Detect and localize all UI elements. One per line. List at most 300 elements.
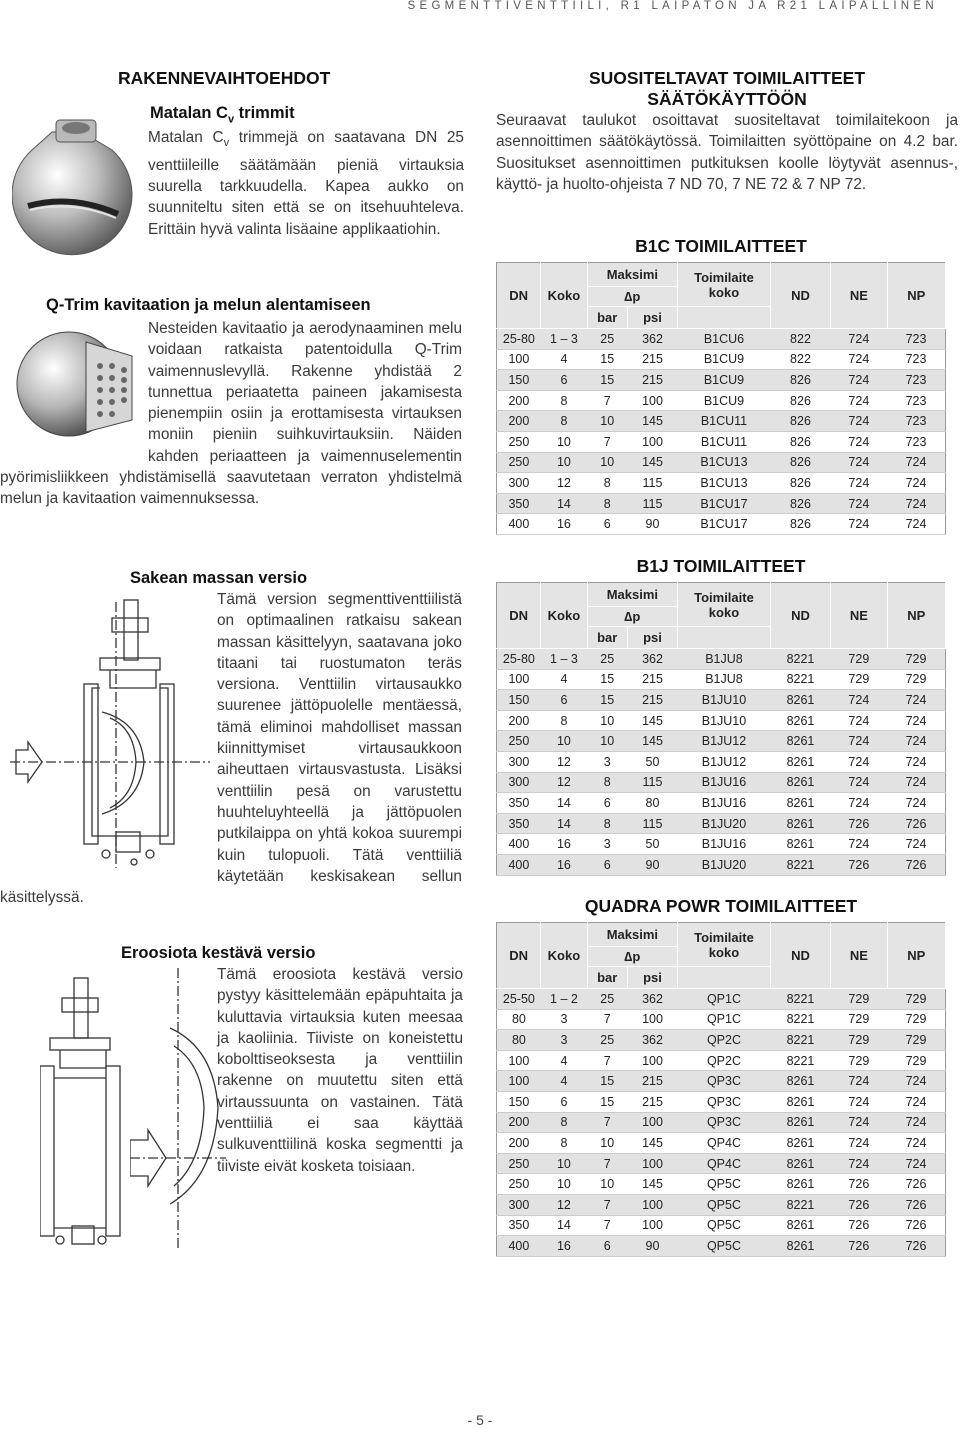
table-cell: 724	[831, 1133, 887, 1154]
table-cell: 724	[831, 493, 887, 514]
table-cell: 7	[587, 431, 627, 452]
table-cell: 16	[541, 834, 587, 855]
segment-ball-illustration	[12, 110, 138, 260]
col-header-koko: Koko	[541, 263, 587, 329]
low-cv-section	[148, 104, 464, 240]
table-cell: 6	[587, 854, 627, 875]
quadra-powr-actuator-table	[496, 922, 946, 1257]
table-cell: 726	[831, 1236, 887, 1257]
table-cell: 400	[497, 1236, 541, 1257]
table-cell: 100	[627, 1050, 677, 1071]
table-cell: 726	[831, 1194, 887, 1215]
table-cell: 8	[587, 813, 627, 834]
b1c-actuator-table	[496, 262, 946, 535]
table-cell: 826	[770, 493, 830, 514]
col-header-np: NP	[887, 583, 945, 649]
table-cell: 145	[627, 452, 677, 473]
table-cell: 250	[497, 431, 541, 452]
erosion-resistant-paragraph: Tämä eroosiota kestävä versio pystyy käsittelemään epäpuhtaita ja kuluttavia virtauksia kuten meesaa ja kaoliinia. Tiiviste on koneistettu kobolttiseoksesta ja venttiilin rakenne on muutettu siten että virtaussuunta on vastainen. Tätä venttiiliä ei saa käyttää sulkuventtiilinä koska segmentti ja tiiviste eivät kosketa toisiaan.	[217, 966, 463, 1175]
table-cell: 8261	[770, 1112, 830, 1133]
table-cell: 724	[887, 793, 945, 814]
table-cell: 8221	[770, 1194, 830, 1215]
recommended-actuators-intro: Seuraavat taulukot osoittavat suositeltavat toimilaitekoon ja asennoittimen säätökäytössä. Toimilaitten syöttöpaine on 4.2 bar. Suositukset asennoittimen putkituksen koolle löytyvät asennus-, käyttö- ja huolto-ohjeista 7 ND 70, 7 NE 72 & 7 NP 72.	[496, 112, 958, 193]
table-cell: 8	[541, 411, 587, 432]
col-header-maksimi: Maksimi	[587, 583, 678, 607]
col-header-psi: psi	[627, 307, 677, 329]
col-header-dn: DN	[497, 583, 541, 649]
table-cell: 100	[627, 1215, 677, 1236]
table-cell: QP1C	[678, 989, 771, 1010]
table-cell: 90	[627, 854, 677, 875]
table-cell: 724	[887, 834, 945, 855]
table-cell: 12	[541, 473, 587, 494]
table-cell: 826	[770, 411, 830, 432]
table-cell: 724	[887, 514, 945, 535]
table-cell: 215	[627, 1091, 677, 1112]
table-cell: 6	[587, 514, 627, 535]
table-cell: 362	[627, 649, 677, 670]
table-cell: 15	[587, 370, 627, 391]
col-header-np: NP	[887, 923, 945, 989]
table-cell: 724	[831, 710, 887, 731]
table-cell: 7	[587, 1009, 627, 1030]
table-cell: 15	[587, 669, 627, 690]
table-row	[497, 751, 946, 772]
col-header-nd: ND	[770, 263, 830, 329]
table-row	[497, 473, 946, 494]
col-header-bar: bar	[587, 627, 627, 649]
table-cell: 822	[770, 329, 830, 350]
table-cell: 8221	[770, 989, 830, 1010]
table-cell: B1JU16	[678, 834, 771, 855]
table-cell: 25-80	[497, 649, 541, 670]
table-cell: B1CU13	[678, 452, 771, 473]
table-cell: 8221	[770, 1030, 830, 1051]
table-cell: 215	[627, 690, 677, 711]
table-row	[497, 514, 946, 535]
table-cell: 723	[887, 390, 945, 411]
col-header-dp: ∆p	[587, 287, 678, 307]
table-cell: 724	[887, 473, 945, 494]
table-cell: 726	[887, 1236, 945, 1257]
table-cell: 25-50	[497, 989, 541, 1010]
table-cell: 729	[831, 1030, 887, 1051]
table-cell: 8	[541, 710, 587, 731]
b1j-table-title: B1J TOIMILAITTEET	[636, 556, 806, 576]
table-cell: 724	[831, 452, 887, 473]
table-cell: 724	[831, 731, 887, 752]
table-cell: 8261	[770, 1215, 830, 1236]
col-header-koko: Koko	[541, 923, 587, 989]
table-cell: 200	[497, 390, 541, 411]
table-cell: 10	[541, 452, 587, 473]
table-cell: 724	[887, 493, 945, 514]
table-cell: 729	[887, 649, 945, 670]
table-cell: B1JU20	[678, 813, 771, 834]
col-header-dn: DN	[497, 263, 541, 329]
table-cell: 400	[497, 854, 541, 875]
table-cell: 8261	[770, 1133, 830, 1154]
table-cell: QP4C	[678, 1133, 771, 1154]
table-cell: 826	[770, 452, 830, 473]
table-cell: 250	[497, 1153, 541, 1174]
table-cell: 826	[770, 473, 830, 494]
table-cell: 100	[627, 1112, 677, 1133]
table-cell: 16	[541, 514, 587, 535]
table-cell: 724	[831, 411, 887, 432]
table-row	[497, 793, 946, 814]
table-cell: 724	[831, 793, 887, 814]
table-row	[497, 690, 946, 711]
table-cell: QP2C	[678, 1050, 771, 1071]
table-cell: 100	[627, 1194, 677, 1215]
table-cell: B1CU17	[678, 514, 771, 535]
col-header-toimilaite: Toimilaite koko	[678, 923, 771, 967]
table-row	[497, 813, 946, 834]
table-cell: 724	[831, 1091, 887, 1112]
erosion-resistant-valve-body-drawing	[40, 968, 136, 1252]
table-cell: 726	[887, 813, 945, 834]
table-row	[497, 1236, 946, 1257]
col-header-koko: Koko	[541, 583, 587, 649]
table-cell: 10	[541, 1174, 587, 1195]
table-row	[497, 349, 946, 370]
table-cell: 4	[541, 1050, 587, 1071]
table-cell: 15	[587, 1091, 627, 1112]
table-cell: 8261	[770, 1091, 830, 1112]
table-row	[497, 1194, 946, 1215]
table-row	[497, 1050, 946, 1071]
table-cell: 729	[831, 1009, 887, 1030]
table-row	[497, 452, 946, 473]
table-cell: 729	[887, 989, 945, 1010]
table-cell: 350	[497, 813, 541, 834]
col-header-dp: ∆p	[587, 607, 678, 627]
table-cell: 724	[831, 514, 887, 535]
table-cell: 724	[831, 390, 887, 411]
table-cell: 150	[497, 1091, 541, 1112]
table-cell: 200	[497, 1112, 541, 1133]
table-cell: 6	[587, 1236, 627, 1257]
table-cell: 724	[887, 1091, 945, 1112]
table-cell: 300	[497, 751, 541, 772]
table-cell: 8	[541, 390, 587, 411]
table-cell: B1CU9	[678, 370, 771, 391]
table-cell: 724	[831, 1071, 887, 1092]
table-cell: 729	[831, 649, 887, 670]
table-cell: 16	[541, 1236, 587, 1257]
qtrim-paragraph: Nesteiden kavitaatio ja aerodynaaminen melu voidaan ratkaista patentoidulla Q-Trim vaimennuslevyllä. Rakenne yhdistää 2 tunnettua periaatetta paineen jakamisesta pienempiin osiin ja erottamisesta virtauksen moniin pieniin suihkuvirtauksiin. Näiden kahden periaatteen ja vaimennuselementin pyörimisliikkeen yhdistämisellä saavutetaan verraton yhdistelmä melun ja kavitaation vaimennuksessa.	[0, 320, 462, 508]
table-cell: 723	[887, 431, 945, 452]
table-row	[497, 431, 946, 452]
table-cell: 8261	[770, 813, 830, 834]
table-cell: 80	[497, 1009, 541, 1030]
table-cell: 724	[831, 431, 887, 452]
table-row	[497, 834, 946, 855]
table-cell: 724	[831, 772, 887, 793]
table-cell: 726	[887, 1215, 945, 1236]
table-cell: 80	[497, 1030, 541, 1051]
running-header: SEGMENTTIVENTTIILI, R1 LAIPATON JA R21 LAIPALLINEN	[407, 0, 938, 12]
table-cell: B1JU16	[678, 793, 771, 814]
table-cell: 100	[627, 390, 677, 411]
table-cell: 10	[541, 731, 587, 752]
col-header-ne: NE	[831, 583, 887, 649]
table-row	[497, 772, 946, 793]
table-row	[497, 669, 946, 690]
table-cell: B1CU11	[678, 431, 771, 452]
table-cell: 90	[627, 514, 677, 535]
table-cell: 1 – 3	[541, 329, 587, 350]
table-cell: B1JU12	[678, 731, 771, 752]
table-cell: B1CU6	[678, 329, 771, 350]
table-cell: B1JU8	[678, 669, 771, 690]
table-row	[497, 390, 946, 411]
table-row	[497, 1009, 946, 1030]
table-cell: 826	[770, 431, 830, 452]
table-cell: 724	[831, 370, 887, 391]
table-cell: 8261	[770, 1174, 830, 1195]
table-cell: 8261	[770, 690, 830, 711]
table-cell: B1JU10	[678, 710, 771, 731]
table-cell: 145	[627, 1174, 677, 1195]
table-cell: 14	[541, 813, 587, 834]
col-header-dn: DN	[497, 923, 541, 989]
table-cell: 145	[627, 1133, 677, 1154]
table-cell: B1JU8	[678, 649, 771, 670]
table-cell: 726	[831, 854, 887, 875]
table-cell: 8261	[770, 1236, 830, 1257]
table-cell: B1CU13	[678, 473, 771, 494]
table-cell: 12	[541, 1194, 587, 1215]
table-cell: 6	[587, 793, 627, 814]
table-cell: 100	[497, 1050, 541, 1071]
table-cell: 729	[887, 1030, 945, 1051]
col-header-bar: bar	[587, 967, 627, 989]
table-cell: 8261	[770, 772, 830, 793]
table-cell: 100	[627, 431, 677, 452]
heavy-pulp-heading: Sakean massan versio	[130, 569, 308, 587]
table-cell: 8	[541, 1112, 587, 1133]
table-cell: 729	[831, 669, 887, 690]
table-cell: 250	[497, 452, 541, 473]
table-cell: 724	[887, 1071, 945, 1092]
table-row	[497, 989, 946, 1010]
table-cell: QP5C	[678, 1215, 771, 1236]
table-cell: 724	[831, 834, 887, 855]
col-header-bar: bar	[587, 307, 627, 329]
table-cell: B1JU12	[678, 751, 771, 772]
table-cell: B1CU17	[678, 493, 771, 514]
table-cell: 1 – 3	[541, 649, 587, 670]
table-cell: 3	[587, 751, 627, 772]
table-cell: 350	[497, 493, 541, 514]
table-row	[497, 1153, 946, 1174]
table-cell: 215	[627, 669, 677, 690]
table-cell: 10	[587, 452, 627, 473]
table-cell: 729	[831, 989, 887, 1010]
table-row	[497, 1112, 946, 1133]
table-cell: 7	[587, 1050, 627, 1071]
table-cell: QP1C	[678, 1009, 771, 1030]
table-cell: 25	[587, 329, 627, 350]
table-cell: 723	[887, 329, 945, 350]
table-cell: 724	[831, 751, 887, 772]
table-cell: 145	[627, 710, 677, 731]
table-row	[497, 649, 946, 670]
table-cell: 729	[887, 669, 945, 690]
table-cell: 250	[497, 731, 541, 752]
table-row	[497, 1071, 946, 1092]
table-cell: 724	[887, 1153, 945, 1174]
table-cell: 8221	[770, 1009, 830, 1030]
table-cell: 100	[497, 669, 541, 690]
table-cell: 400	[497, 514, 541, 535]
table-cell: 8	[587, 772, 627, 793]
table-cell: 4	[541, 349, 587, 370]
table-cell: 726	[831, 1174, 887, 1195]
table-cell: 145	[627, 411, 677, 432]
table-cell: 8221	[770, 1050, 830, 1071]
table-cell: 8	[587, 493, 627, 514]
erosion-resistant-valve-drawing	[130, 968, 226, 1252]
table-cell: 300	[497, 1194, 541, 1215]
table-cell: 362	[627, 989, 677, 1010]
heavy-pulp-paragraph: Tämä version segmenttiventtiilistä on optimaalinen ratkaisu sakean massan käsittelyyn, saatavana joko titaani tai ruostumaton teräs versiona. Venttiilin virtausaukko suurenee jättöpuolelle mentäessä, tämä eliminoi mahdolliset massan kiinnittymiset virtausaukkoon aiheuttaen virtausvastusta. Lisäksi venttiilin pesä on varustettu huuhteluyhteellä ja jättöpuolen putkilaippa on yhtä kokoa suurempi kuin tulopuoli. Tätä venttiiliä käytetään keskisakean sellun käsittelyssä.	[0, 591, 462, 907]
low-cv-heading: Matalan $C_v$ trimmit	[150, 104, 295, 126]
table-cell: QP3C	[678, 1091, 771, 1112]
table-cell: B1JU20	[678, 854, 771, 875]
table-cell: 726	[831, 1215, 887, 1236]
b1c-table-title: B1C TOIMILAITTEET	[635, 236, 807, 256]
col-header-dp: ∆p	[587, 947, 678, 967]
table-cell: 729	[887, 1050, 945, 1071]
table-cell: 80	[627, 793, 677, 814]
table-cell: 3	[541, 1030, 587, 1051]
table-cell: QP5C	[678, 1236, 771, 1257]
table-cell: QP2C	[678, 1030, 771, 1051]
table-cell: 14	[541, 793, 587, 814]
table-cell: QP5C	[678, 1174, 771, 1195]
table-cell: 724	[887, 452, 945, 473]
table-cell: 10	[541, 1153, 587, 1174]
table-row	[497, 1215, 946, 1236]
table-cell: 14	[541, 1215, 587, 1236]
table-cell: 115	[627, 493, 677, 514]
table-cell: 90	[627, 1236, 677, 1257]
table-cell: 150	[497, 690, 541, 711]
table-cell: 724	[831, 690, 887, 711]
table-cell: 350	[497, 1215, 541, 1236]
table-row	[497, 329, 946, 350]
table-cell: 724	[831, 349, 887, 370]
table-cell: 6	[541, 1091, 587, 1112]
table-cell: 350	[497, 793, 541, 814]
table-cell: 10	[587, 710, 627, 731]
table-cell: B1CU9	[678, 390, 771, 411]
table-cell: 724	[831, 473, 887, 494]
table-cell: B1JU16	[678, 772, 771, 793]
table-cell: 215	[627, 370, 677, 391]
low-cv-paragraph: Matalan $C_v$ trimmejä on saatavana DN 25 venttiileille säätämään pieniä virtauksia suurella tarkkuudella. Kapea aukko on suunniteltu siten että se on itsehuuhteleva. Erittäin hyvä valinta lisäaine applikaatiohin.	[148, 129, 464, 238]
table-cell: 16	[541, 854, 587, 875]
table-row	[497, 1133, 946, 1154]
table-row	[497, 370, 946, 391]
table-cell: 826	[770, 390, 830, 411]
page-number: - 5 -	[467, 1412, 493, 1428]
table-cell: 729	[831, 1050, 887, 1071]
table-cell: 400	[497, 834, 541, 855]
table-row	[497, 1174, 946, 1195]
table-row	[497, 493, 946, 514]
table-cell: 826	[770, 370, 830, 391]
table-cell: 6	[541, 370, 587, 391]
table-cell: 8221	[770, 669, 830, 690]
table-cell: B1CU11	[678, 411, 771, 432]
col-header-toimilaite: Toimilaite koko	[678, 583, 771, 627]
table-cell: B1CU9	[678, 349, 771, 370]
table-row	[497, 1030, 946, 1051]
quadra-powr-table-title: QUADRA POWR TOIMILAITTEET	[584, 896, 858, 916]
table-cell: 115	[627, 772, 677, 793]
table-cell: 15	[587, 1071, 627, 1092]
table-cell: 300	[497, 473, 541, 494]
col-header-nd: ND	[770, 583, 830, 649]
table-cell: 215	[627, 1071, 677, 1092]
col-header-nd: ND	[770, 923, 830, 989]
table-cell: 8221	[770, 854, 830, 875]
table-cell: 25	[587, 649, 627, 670]
table-cell: 724	[887, 710, 945, 731]
table-cell: 8221	[770, 649, 830, 670]
table-cell: 10	[587, 411, 627, 432]
table-cell: 724	[831, 1153, 887, 1174]
table-row	[497, 854, 946, 875]
table-cell: 115	[627, 813, 677, 834]
table-cell: 724	[831, 329, 887, 350]
col-header-toimilaite: Toimilaite koko	[678, 263, 771, 307]
table-cell: 250	[497, 1174, 541, 1195]
table-cell: 724	[887, 751, 945, 772]
b1j-actuator-table	[496, 582, 946, 876]
table-row	[497, 411, 946, 432]
table-cell: 15	[587, 349, 627, 370]
table-cell: 25-80	[497, 329, 541, 350]
table-cell: 726	[831, 813, 887, 834]
table-cell: 729	[887, 1009, 945, 1030]
col-header-np: NP	[887, 263, 945, 329]
table-cell: 200	[497, 1133, 541, 1154]
col-header-ne: NE	[831, 263, 887, 329]
table-cell: 724	[887, 690, 945, 711]
table-cell: 724	[831, 1112, 887, 1133]
table-cell: 10	[587, 1174, 627, 1195]
table-cell: 8261	[770, 751, 830, 772]
table-cell: 50	[627, 834, 677, 855]
table-cell: 726	[887, 854, 945, 875]
table-cell: 726	[887, 1174, 945, 1195]
erosion-resistant-heading: Eroosiota kestävä versio	[121, 944, 316, 962]
table-cell: 726	[887, 1194, 945, 1215]
table-cell: 215	[627, 349, 677, 370]
table-cell: 7	[587, 1215, 627, 1236]
table-cell: 14	[541, 493, 587, 514]
qtrim-heading: Q-Trim kavitaation ja melun alentamiseen	[46, 296, 371, 314]
table-cell: 724	[887, 772, 945, 793]
table-cell: 1 – 2	[541, 989, 587, 1010]
table-cell: 100	[497, 349, 541, 370]
table-cell: 4	[541, 669, 587, 690]
